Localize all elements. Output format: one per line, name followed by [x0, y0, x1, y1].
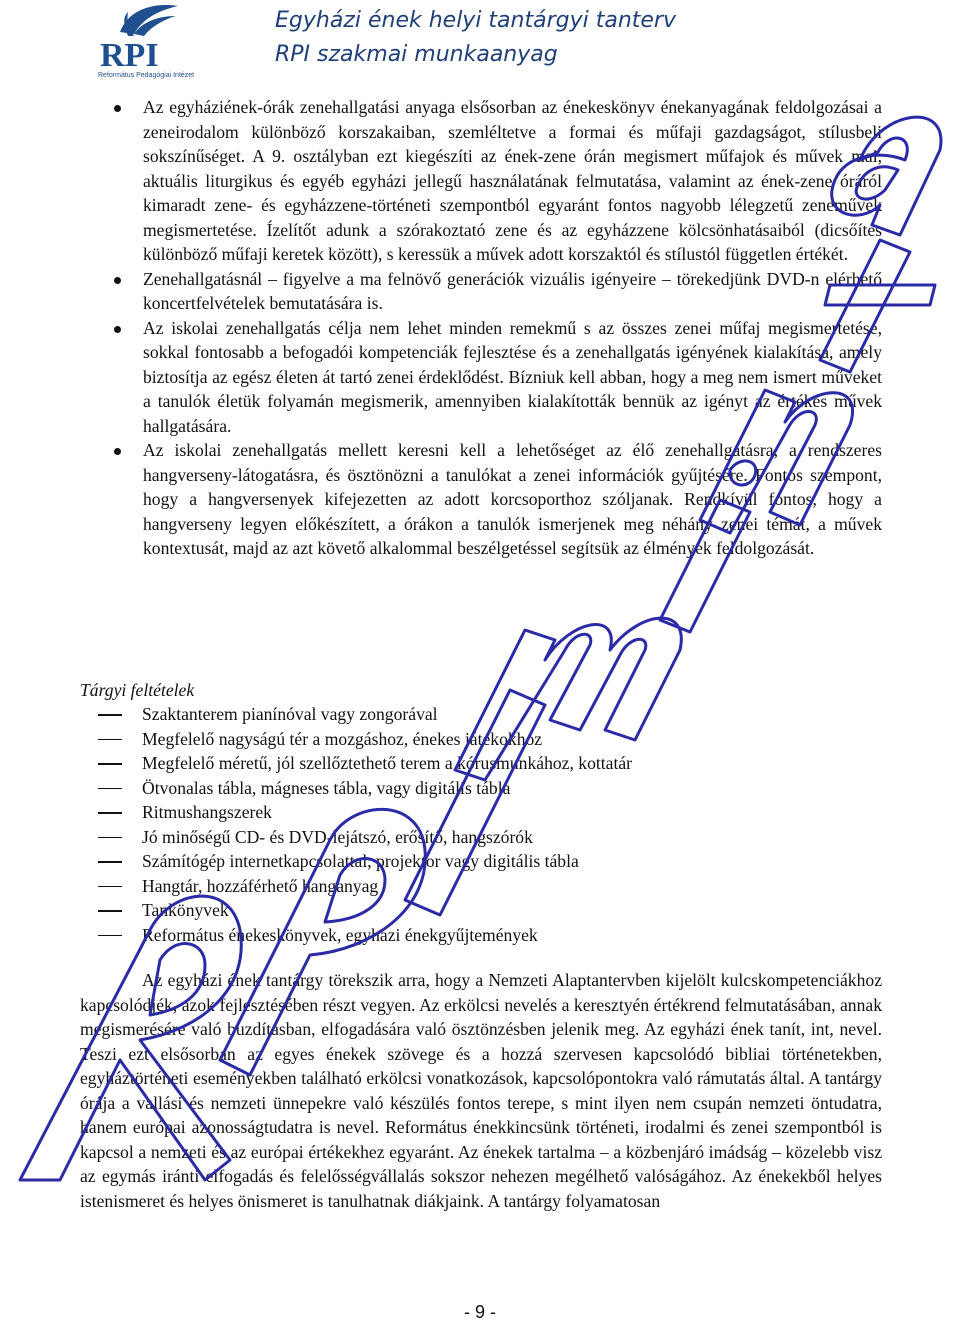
bullet-icon: [114, 277, 121, 284]
dash-icon: [98, 739, 122, 741]
condition-text: Ritmushangszerek: [142, 802, 272, 822]
page-number: - 9 -: [463, 1302, 496, 1322]
bullet-icon: [114, 448, 121, 455]
condition-item: [80, 800, 880, 825]
logo-mark-icon: [98, 2, 198, 72]
condition-text: Megfelelő nagyságú tér a mozgáshoz, énekes játékokhoz: [142, 728, 543, 749]
condition-item: [80, 874, 880, 899]
bullet-item: [100, 438, 882, 561]
dash-icon: [98, 788, 122, 790]
condition-text: Megfelelő méretű, jól szellőztethető terem a kórusmunkához, kottatár: [142, 753, 633, 773]
bullet-icon: [114, 326, 121, 333]
condition-text: Hangtár, hozzáférhető hanganyag: [142, 875, 379, 896]
header-title-line1: Egyházi ének helyi tantárgyi tanterv: [275, 8, 676, 33]
dash-icon: [98, 714, 122, 716]
header-title: [275, 4, 676, 72]
condition-item: [80, 727, 880, 752]
condition-item: [80, 849, 880, 874]
condition-item: [80, 776, 880, 801]
dash-icon: [98, 886, 122, 888]
header-title-line2: RPI szakmai munkaanyag: [275, 42, 558, 67]
condition-text: Jó minőségű CD- és DVD-lejátszó, erősítő, hangszórók: [142, 826, 533, 847]
rpi-logo: [98, 2, 198, 84]
dash-icon: [98, 812, 122, 814]
bullet-text: Az egyháziének-órák zenehallgatási anyaga elsősorban az énekeskönyv énekanyagának feldolgozásai a zeneirodalom különböző korszakaiban, szemléltetve a formai és műfaji gazdagságot, stílusbeli sokszínűséget. A 9. osztályban ezt kiegészíti az ének-zene órán megismert műfajok és művek mai, aktuális liturgikus és egyéb egyházi jellegű használatának felmutatása, valamint az ének-zene óráról kimaradt zene- és egyházzene-történeti szempontból egyaránt fontos nagyobb lélegzetű zeneművek megismertetése. Ízelítőt adunk a szórakoztató zene és az egyházzene kölcsönhatásaiból (dicsőítés különböző műfaji keretek között), s keressük a művek adott korszaktól és stílustól független értékét.: [143, 97, 882, 264]
body-paragraph: Az egyházi ének tantárgy törekszik arra, hogy a Nemzeti Alaptantervben kijelölt kulcskompetenciákhoz kapcsolódjék, azok fejlesztésében részt vegyen. Az erkölcsi nevelés a keresztyén értékrend felmutatásában, annak megismerésére való buzdításban, elfogadására való ösztönzésben jelenik meg. Az egyházi ének tanít, int, nevel. Teszi ezt elsősorban az egyes énekek szövege és a hozzá szervesen kapcsolódó bibliai történetekben, egyháztörténeti eseményekben található erkölcsi vonatkozások, kapcsolópontokra való rámutatás által. A tantárgy órája a vallási és nemzeti ünnepekre való készülés fontos terepe, s mint ilyen nem csupán nemzeti öntudatra, hanem európai azonosságtudatra is nevel. Református énekkincsünk történeti, irodalmi és zenei szempontból is kapcsol a nemzeti és az európai értékekhez egyaránt. Az énekek tartalma – a közbenjáró imádság – közelebb visz az egymás iránti elfogadás és felelősségvállalás sokszor nehezen megélhető valóságához. Az énekekből helyes istenismeret és helyes önismeret is tanulhatnak diákjaink. A tantárgy folyamatosan: [80, 970, 882, 1211]
bullet-text: Az iskolai zenehallgatás célja nem lehet minden remekmű s az összes zenei műfaj megismertetése, sokkal fontosabb a befogadói kompetenciák fejlesztése és a zenehallgatás igényének kialakítása, amely biztosítja az egész életen át tartó zenei érdeklődést. Bízniuk kell abban, hogy a meg nem ismert műveket a tanulók életük folyamán megismerik, amennyiben kialakították bennük az igényt az értékes művek hallgatására.: [143, 317, 882, 436]
bullet-item: [100, 95, 882, 267]
dash-icon: [98, 861, 122, 863]
condition-text: Számítógép internetkapcsolattal, projektor vagy digitális tábla: [142, 851, 579, 871]
section-title: Tárgyi feltételek: [80, 680, 195, 700]
logo-subtitle: Református Pedagógiai Intézet: [98, 72, 195, 79]
conditions-list: [80, 702, 880, 947]
bullet-icon: [114, 105, 121, 112]
bullet-text: Zenehallgatásnál – figyelve a ma felnövő generációk vizuális igényeire – törekedjünk DVD-n elérhető koncertfelvételek bemutatására is.: [143, 268, 882, 313]
bullet-item: [100, 267, 882, 316]
condition-item: [80, 825, 880, 850]
condition-text: Tankönyvek: [142, 900, 229, 920]
logo-text: RPI: [100, 37, 159, 72]
condition-text: Ötvonalas tábla, mágneses tábla, vagy digitális tábla: [142, 777, 511, 798]
condition-item: [80, 751, 880, 776]
condition-text: Szaktanterem pianínóval vagy zongorával: [142, 704, 438, 724]
condition-item: [80, 898, 880, 923]
bullet-item: [100, 316, 882, 439]
dash-icon: [98, 837, 122, 839]
dash-icon: [98, 910, 122, 912]
bullet-list: [100, 95, 882, 561]
condition-item: [80, 702, 880, 727]
dash-icon: [98, 763, 122, 765]
dash-icon: [98, 935, 122, 937]
condition-item: [80, 923, 880, 948]
condition-text: Református énekeskönyvek, egyházi énekgyűjtemények: [142, 924, 538, 945]
bullet-text: Az iskolai zenehallgatás mellett keresni kell a lehetőséget az élő zenehallgatásra, a rendszeres hangverseny-látogatásra, és ösztönözni a tanulókat a zenei információk gyűjtésére. Fontos szempont, hogy a hangversenyek kifejezetten az adott korcsoporthoz szóljanak. Rendkívül fontos, hogy a hangverseny legyen előkészített, a órákon a tanulók ismerjenek meg néhány zenei témát, a művek kontextusát, majd az azt követő alkalommal beszélgetéssel segítsük az élmények feldolgozását.: [143, 440, 882, 558]
